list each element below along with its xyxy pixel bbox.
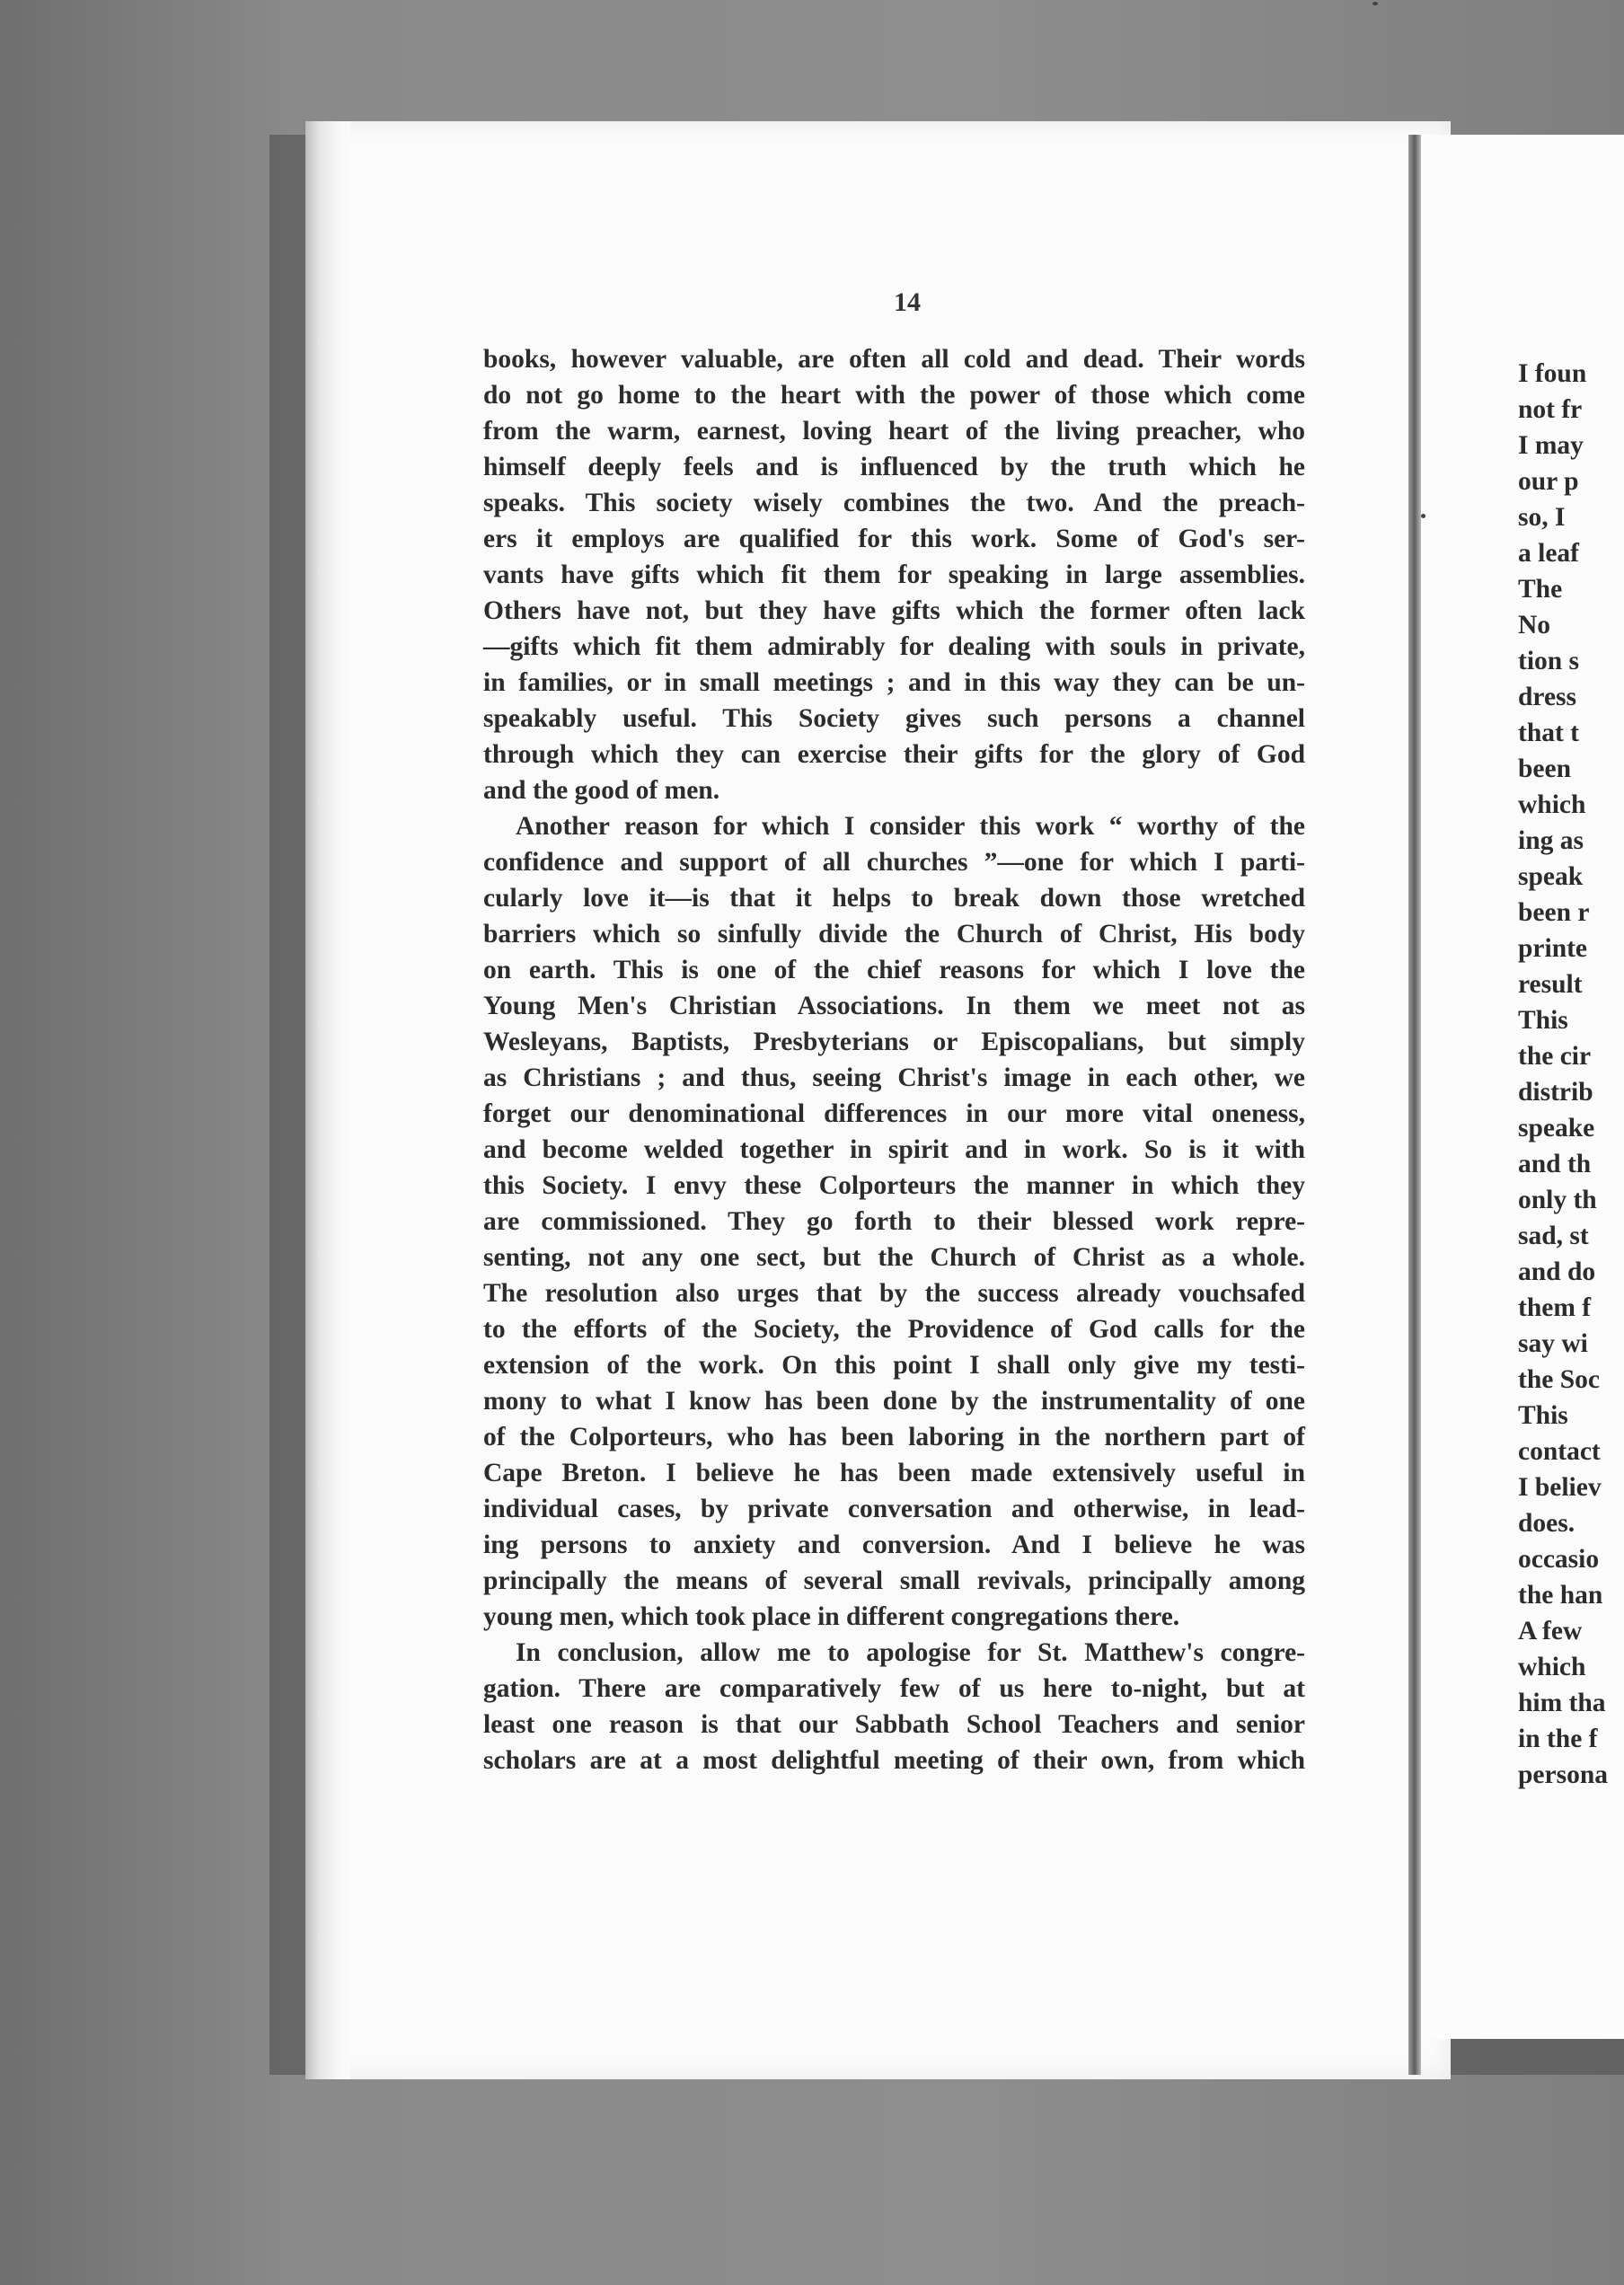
- text-line: mony to what I know has been done by the instrumentality of one: [483, 1387, 1305, 1416]
- text-line: In conclusion, allow me to apologise for St. Matthew's congre-: [516, 1638, 1305, 1667]
- text-line: a leaf: [1518, 539, 1579, 568]
- text-line: persona: [1518, 1760, 1608, 1789]
- speck-mark: [1421, 514, 1425, 518]
- text-line: been r: [1518, 898, 1590, 927]
- text-line: books, however valuable, are often all cold and dead. Their words: [483, 345, 1305, 374]
- text-line: distrib: [1518, 1078, 1593, 1107]
- text-line: so, I: [1518, 503, 1566, 532]
- left-page-text: [483, 341, 1305, 1778]
- text-line: individual cases, by private conversation and otherwise, in lead-: [483, 1495, 1305, 1523]
- text-line: confidence and support of all churches ”—one for which I parti-: [483, 848, 1305, 877]
- text-line: Wesleyans, Baptists, Presbyterians or Episcopalians, but simply: [483, 1028, 1305, 1056]
- text-line: only th: [1518, 1186, 1597, 1214]
- text-line: through which they can exercise their gifts for the glory of God: [483, 740, 1305, 769]
- book-gutter: [1408, 135, 1421, 2075]
- text-line: vants have gifts which fit them for speaking in large assemblies.: [483, 560, 1305, 589]
- text-line: result: [1518, 970, 1583, 999]
- text-line: not fr: [1518, 395, 1583, 424]
- text-line: Others have not, but they have gifts which the former often lack: [483, 596, 1305, 625]
- text-line: —gifts which fit them admirably for dealing with souls in private,: [483, 632, 1305, 661]
- text-line: printe: [1518, 934, 1588, 963]
- text-line: speaks. This society wisely combines the two. And the preach-: [483, 489, 1305, 517]
- text-line: A few: [1518, 1617, 1583, 1645]
- text-line: the cir: [1518, 1042, 1592, 1071]
- text-line: young men, which took place in different congregations there.: [483, 1602, 1180, 1631]
- text-line: does.: [1518, 1509, 1575, 1538]
- text-line: say wi: [1518, 1329, 1588, 1358]
- page-number: 14: [894, 287, 921, 317]
- text-line: This: [1518, 1401, 1568, 1430]
- text-line: been: [1518, 754, 1571, 783]
- text-line: barriers which so sinfully divide the Church of Christ, His body: [483, 920, 1305, 948]
- text-line: I foun: [1518, 359, 1587, 388]
- text-line: on earth. This is one of the chief reasons for which I love the: [483, 956, 1305, 984]
- text-line: and do: [1518, 1257, 1596, 1286]
- text-line: The resolution also urges that by the success already vouchsafed: [483, 1279, 1305, 1308]
- text-line: the Soc: [1518, 1365, 1600, 1394]
- text-line: Cape Breton. I believe he has been made extensively useful in: [483, 1459, 1305, 1487]
- text-line: to the efforts of the Society, the Providence of God calls for the: [483, 1315, 1305, 1344]
- text-line: ers it employs are qualified for this work. Some of God's ser-: [483, 525, 1305, 553]
- text-line: No: [1518, 611, 1551, 640]
- text-line: and th: [1518, 1150, 1592, 1178]
- text-line: this Society. I envy these Colporteurs the manner in which they: [483, 1171, 1305, 1200]
- text-line: of the Colporteurs, who has been laboring in the northern part of: [483, 1423, 1305, 1451]
- text-line: ing as: [1518, 826, 1584, 855]
- text-line: speak: [1518, 862, 1584, 891]
- text-line: contact: [1518, 1437, 1601, 1466]
- text-line: Young Men's Christian Associations. In them we meet not as: [483, 992, 1305, 1020]
- text-line: dress: [1518, 683, 1577, 711]
- text-line: least one reason is that our Sabbath School Teachers and senior: [483, 1710, 1305, 1739]
- text-line: the han: [1518, 1581, 1603, 1610]
- text-line: I believ: [1518, 1473, 1602, 1502]
- text-line: which: [1518, 1653, 1586, 1681]
- text-line: himself deeply feels and is influenced by the truth which he: [483, 453, 1305, 481]
- text-line: speakably useful. This Society gives such persons a channel: [483, 704, 1305, 733]
- right-page-text-cropped: [1518, 356, 1624, 1793]
- text-line: them f: [1518, 1293, 1592, 1322]
- text-line: and the good of men.: [483, 776, 720, 805]
- text-line: ing persons to anxiety and conversion. And I believe he was: [483, 1531, 1305, 1559]
- text-line: in the f: [1518, 1725, 1598, 1753]
- text-line: him tha: [1518, 1689, 1606, 1717]
- text-line: I may: [1518, 431, 1584, 460]
- text-line: that t: [1518, 719, 1580, 747]
- text-line: sad, st: [1518, 1222, 1589, 1250]
- text-line: tion s: [1518, 647, 1580, 675]
- text-line: occasio: [1518, 1545, 1600, 1574]
- speck-mark: [1372, 2, 1378, 5]
- text-line: speake: [1518, 1114, 1595, 1142]
- text-line: in families, or in small meetings ; and in this way they can be un-: [483, 668, 1305, 697]
- text-line: principally the means of several small revivals, principally among: [483, 1566, 1305, 1595]
- text-line: cularly love it—is that it helps to break down those wretched: [483, 884, 1305, 913]
- text-line: our p: [1518, 467, 1579, 496]
- text-line: are commissioned. They go forth to their blessed work repre-: [483, 1207, 1305, 1236]
- text-line: forget our denominational differences in our more vital oneness,: [483, 1099, 1305, 1128]
- left-page-edge: [305, 121, 350, 2079]
- text-line: as Christians ; and thus, seeing Christ's image in each other, we: [483, 1063, 1305, 1092]
- text-line: which: [1518, 790, 1586, 819]
- text-line: The: [1518, 575, 1563, 604]
- text-line: Another reason for which I consider this work “ worthy of the: [516, 812, 1305, 841]
- text-line: extension of the work. On this point I shall only give my testi-: [483, 1351, 1305, 1380]
- text-line: scholars are at a most delightful meeting of their own, from which: [483, 1746, 1305, 1775]
- text-line: gation. There are comparatively few of us here to-night, but at: [483, 1674, 1305, 1703]
- text-line: senting, not any one sect, but the Church of Christ as a whole.: [483, 1243, 1305, 1272]
- text-line: and become welded together in spirit and in work. So is it with: [483, 1135, 1305, 1164]
- text-line: do not go home to the heart with the power of those which come: [483, 381, 1305, 410]
- text-line: This: [1518, 1006, 1568, 1035]
- text-line: from the warm, earnest, loving heart of the living preacher, who: [483, 417, 1305, 446]
